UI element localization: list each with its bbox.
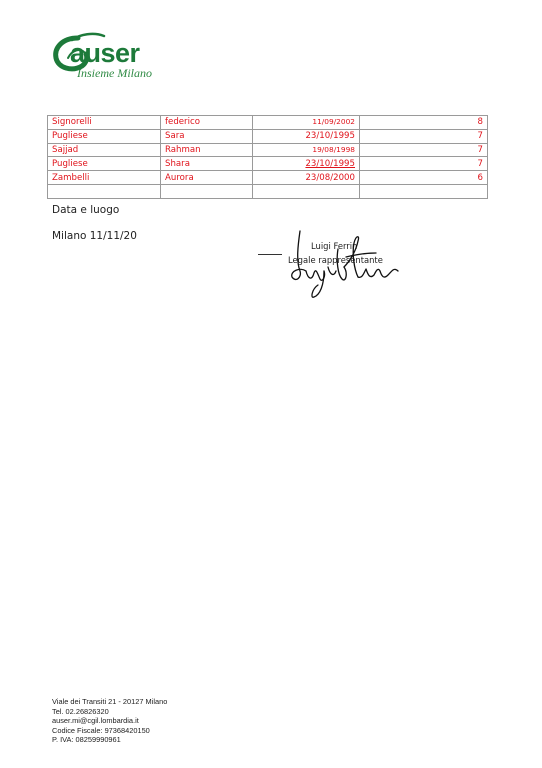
signer-role: Legale rappresentante bbox=[288, 255, 383, 265]
surname-cell: Signorelli bbox=[48, 116, 161, 130]
table-row bbox=[48, 143, 488, 157]
signature-line bbox=[258, 254, 282, 255]
birth-date-cell bbox=[253, 184, 360, 198]
table-row bbox=[48, 116, 488, 130]
table-row bbox=[48, 171, 488, 185]
organization-footer bbox=[52, 697, 167, 745]
birth-date-cell: 19/08/1998 bbox=[253, 143, 360, 157]
place-and-date: Milano 11/11/20 bbox=[52, 230, 137, 242]
logo-tagline: Insieme Milano bbox=[77, 66, 152, 80]
surname-cell bbox=[48, 184, 161, 198]
name-cell: Rahman bbox=[161, 143, 253, 157]
score-cell: 7 bbox=[360, 129, 488, 143]
footer-address: Viale dei Transiti 21 - 20127 Milano bbox=[52, 697, 168, 706]
name-cell: federico bbox=[161, 116, 253, 130]
name-cell: Sara bbox=[161, 129, 253, 143]
birth-date-cell: 23/10/1995 bbox=[253, 129, 360, 143]
score-cell: 7 bbox=[360, 143, 488, 157]
participants-table bbox=[47, 115, 488, 199]
date-place-label: Data e luogo bbox=[52, 204, 120, 216]
table-row bbox=[48, 184, 488, 198]
birth-date-cell: 23/10/1995 bbox=[253, 157, 360, 171]
score-cell: 6 bbox=[360, 171, 488, 185]
surname-cell: Sajjad bbox=[48, 143, 161, 157]
footer-vat: P. IVA: 08259990961 bbox=[52, 735, 121, 745]
footer-email: auser.mi@cgil.lombardia.it bbox=[52, 716, 139, 726]
birth-date-cell: 23/08/2000 bbox=[253, 171, 360, 185]
signer-name: Luigi Ferrin bbox=[311, 241, 358, 251]
score-cell: 8 bbox=[360, 116, 488, 130]
surname-cell: Pugliese bbox=[48, 157, 161, 171]
name-cell bbox=[161, 184, 253, 198]
table-row bbox=[48, 157, 488, 171]
logo-wordmark: auser bbox=[70, 38, 140, 68]
name-cell: Shara bbox=[161, 157, 253, 171]
score-cell: 7 bbox=[360, 157, 488, 171]
table-row bbox=[48, 129, 488, 143]
surname-cell: Zambelli bbox=[48, 171, 161, 185]
footer-tax-code: Codice Fiscale: 97368420150 bbox=[52, 725, 150, 735]
name-cell: Aurora bbox=[161, 171, 253, 185]
footer-phone: Tel. 02.26826320 bbox=[52, 706, 109, 716]
birth-date-cell: 11/09/2002 bbox=[253, 116, 360, 130]
surname-cell: Pugliese bbox=[48, 129, 161, 143]
score-cell bbox=[360, 184, 488, 198]
handwritten-signature-icon bbox=[284, 227, 404, 301]
